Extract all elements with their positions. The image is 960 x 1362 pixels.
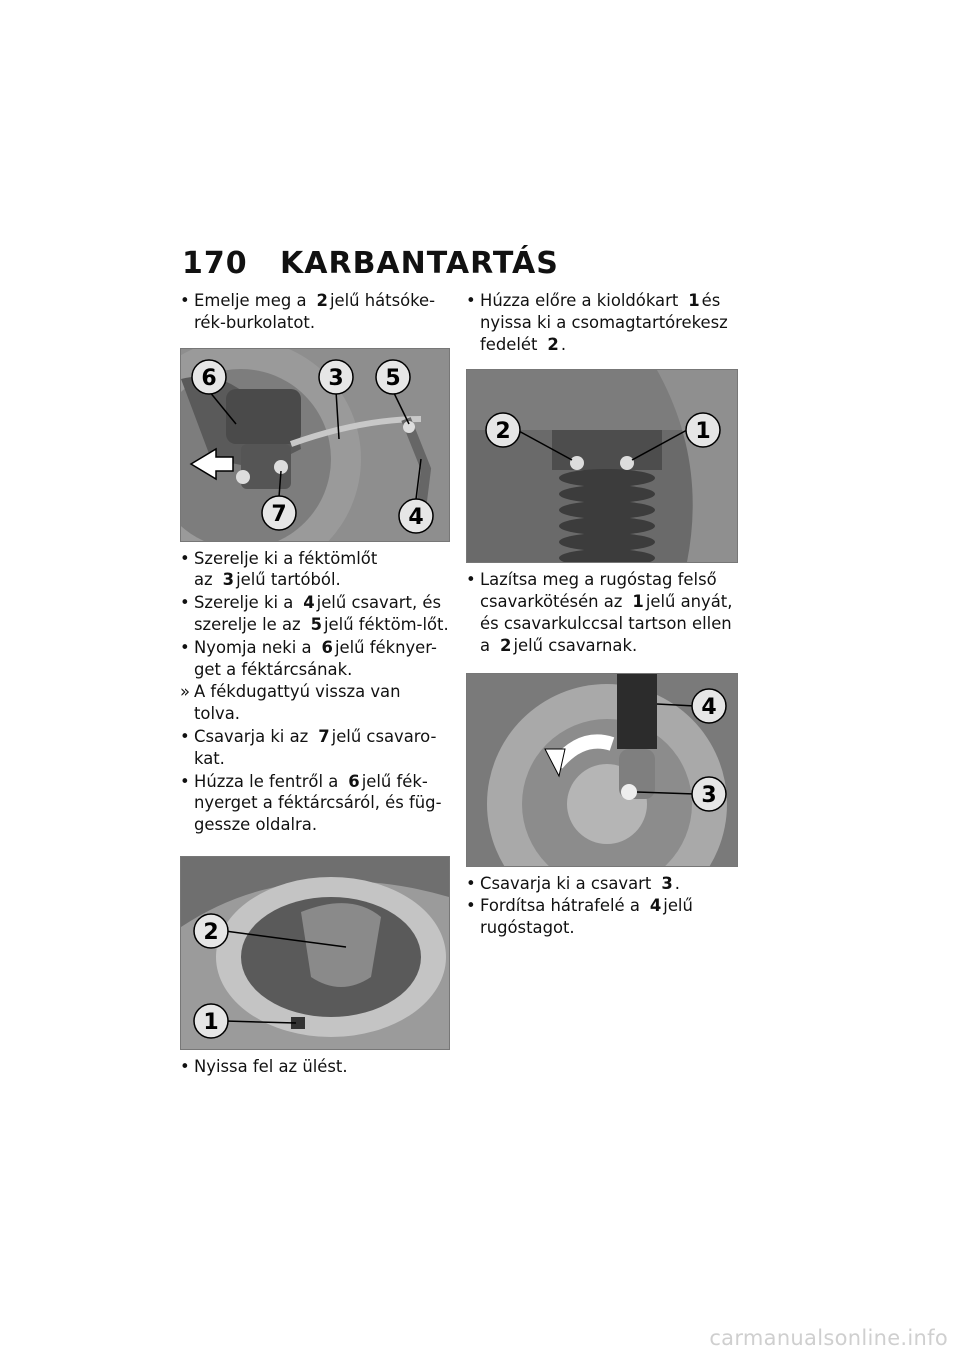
result-piston-pushed: » A fékdugattyú vissza van tolva. (180, 682, 401, 724)
right-column (466, 290, 736, 940)
page-title: KARBANTARTÁS (280, 246, 559, 281)
bullet-icon: • (180, 637, 190, 657)
step-unscrew-bolt: • Csavarja ki a csavart 3 . (466, 873, 680, 893)
bullet-icon: • (466, 896, 476, 916)
seat-compartment-figure (180, 856, 450, 1050)
step-open-seat: • Nyissa fel az ülést. (180, 1056, 348, 1076)
page-number: 170 (182, 246, 248, 281)
step-raise-cover: • Emelje meg a 2 jelű hátsóke-rék-burkolatot. (180, 291, 436, 332)
step-pull-release-lever: • Húzza előre a kioldókart 1 és nyissa ki a csomagtartórekesz fedelét 2 . (466, 291, 728, 354)
callout-6: 6 (201, 365, 217, 391)
bullet-icon: • (180, 593, 190, 613)
bullet-icon: • (180, 291, 190, 310)
bullet-icon: • (466, 570, 476, 590)
bullet-icon: • (180, 548, 190, 568)
callout-2: 2 (203, 919, 219, 945)
step-pull-caliper: • Húzza le fentről a 6 jelű fék-nyerget a féktárcsáról, és füg-gessze oldalra. (180, 771, 442, 835)
callout-3: 3 (328, 365, 344, 391)
callout-2: 2 (495, 419, 511, 445)
step-remove-bolt: • Szerelje ki a 4 jelű csavart, és szerelje le az 5 jelű féktöm-lőt. (180, 593, 449, 634)
callout-1: 1 (203, 1009, 219, 1035)
brake-caliper-figure (180, 348, 450, 542)
step-remove-brake-hose: • Szerelje ki a féktömlőt az 3 jelű tartóból. (180, 548, 378, 590)
callout-7: 7 (271, 501, 287, 527)
left-column (180, 290, 450, 1079)
callout-4: 4 (408, 504, 424, 530)
watermark: carmanualsonline.info (709, 1326, 948, 1350)
result-arrow-icon: » (180, 682, 191, 702)
bullet-icon: • (180, 726, 190, 746)
bullet-icon: • (466, 291, 476, 310)
step-loosen-nut: • Lazítsa meg a rugóstag felső csavarkötésén az 1 jelű anyát, és csavarkulccsal tartson ellen a 2 jelű csavarnak. (466, 570, 733, 655)
shock-absorber-top-figure (466, 369, 738, 563)
callout-3: 3 (701, 782, 717, 808)
step-unscrew-bolts: • Csavarja ki az 7 jelű csavaro-kat. (180, 726, 437, 768)
step-turn-shock-back: • Fordítsa hátrafelé a 4 jelű rugóstagot. (466, 896, 693, 938)
shock-absorber-bottom-figure (466, 673, 738, 867)
bullet-icon: • (466, 873, 476, 893)
callout-4: 4 (701, 694, 717, 720)
page-header (182, 246, 559, 281)
step-push-caliper: • Nyomja neki a 6 jelű féknyer-get a féktárcsának. (180, 637, 437, 679)
bullet-icon: • (180, 1056, 190, 1076)
callout-1: 1 (695, 419, 711, 445)
callout-5: 5 (385, 365, 401, 391)
bullet-icon: • (180, 771, 190, 791)
